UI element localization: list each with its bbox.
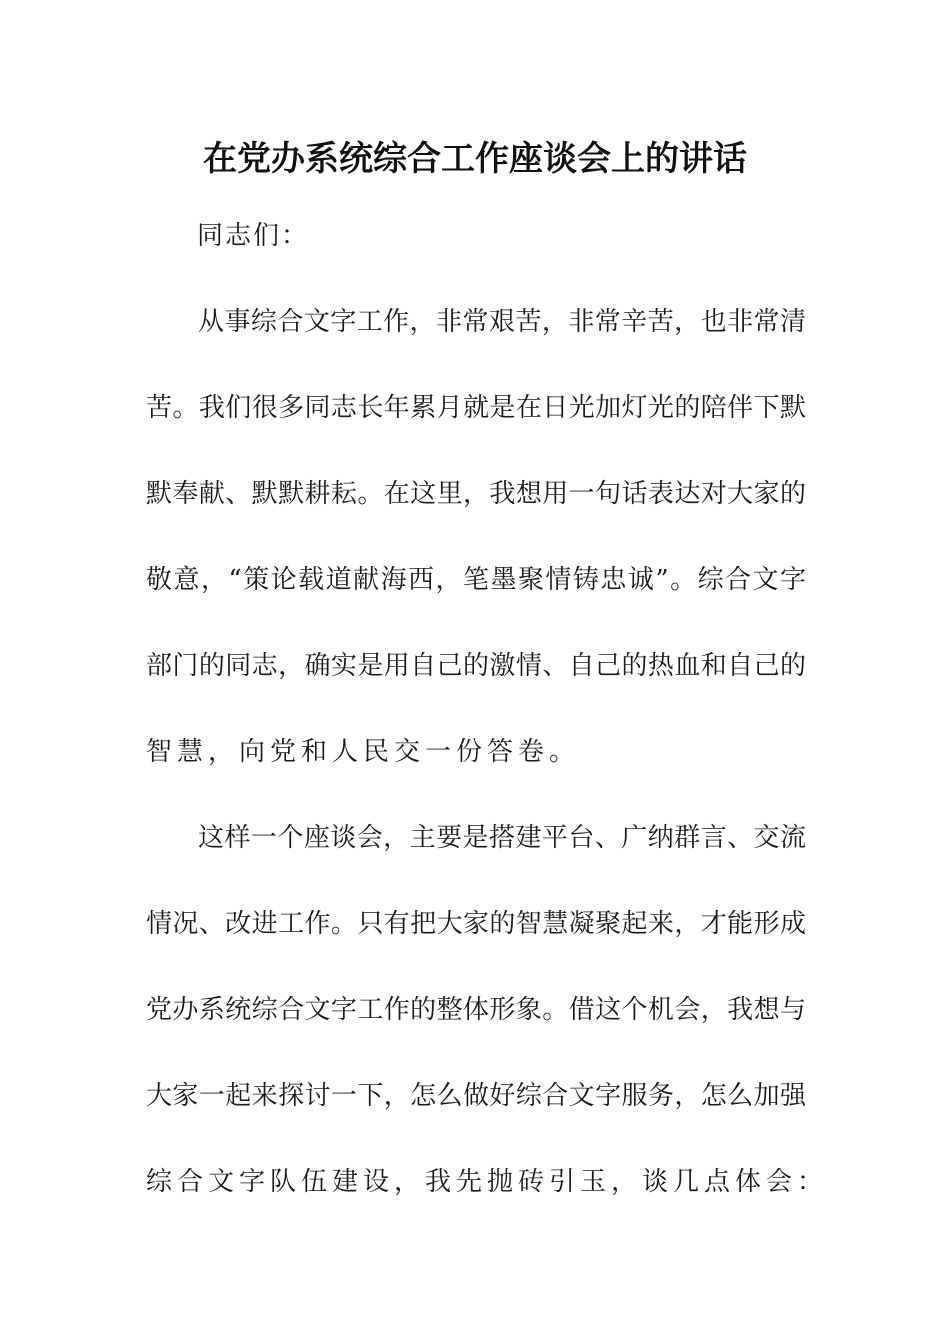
paragraph-line: 综合文字队伍建设，我先抛砖引玉，谈几点体会： (146, 1167, 829, 1197)
paragraph-line: 敬意，“策论载道献海西，笔墨聚情铸忠诚”。综合文字 (146, 565, 806, 595)
paragraph-line: 苦。我们很多同志长年累月就是在日光加灯光的陪伴下默 (146, 393, 806, 423)
paragraph-line: 大家一起来探讨一下，怎么做好综合文字服务，怎么加强 (146, 1081, 806, 1111)
document-title: 在党办系统综合工作座谈会上的讲话 (203, 139, 747, 179)
paragraph-line: 这样一个座谈会，主要是搭建平台、广纳群言、交流 (198, 823, 806, 853)
paragraph-line: 智慧，向党和人民交一份答卷。 (146, 737, 581, 767)
paragraph-line: 默奉献、默默耕耘。在这里，我想用一句话表达对大家的 (146, 479, 806, 509)
paragraph-line: 部门的同志，确实是用自己的激情、自己的热血和自己的 (146, 651, 806, 681)
paragraph-line: 从事综合文字工作，非常艰苦，非常辛苦，也非常清 (198, 307, 806, 337)
paragraph-line: 党办系统综合文字工作的整体形象。借这个机会，我想与 (146, 995, 806, 1025)
paragraph-line: 情况、改进工作。只有把大家的智慧凝聚起来，才能形成 (146, 909, 806, 939)
salutation: 同志们： (197, 221, 310, 251)
